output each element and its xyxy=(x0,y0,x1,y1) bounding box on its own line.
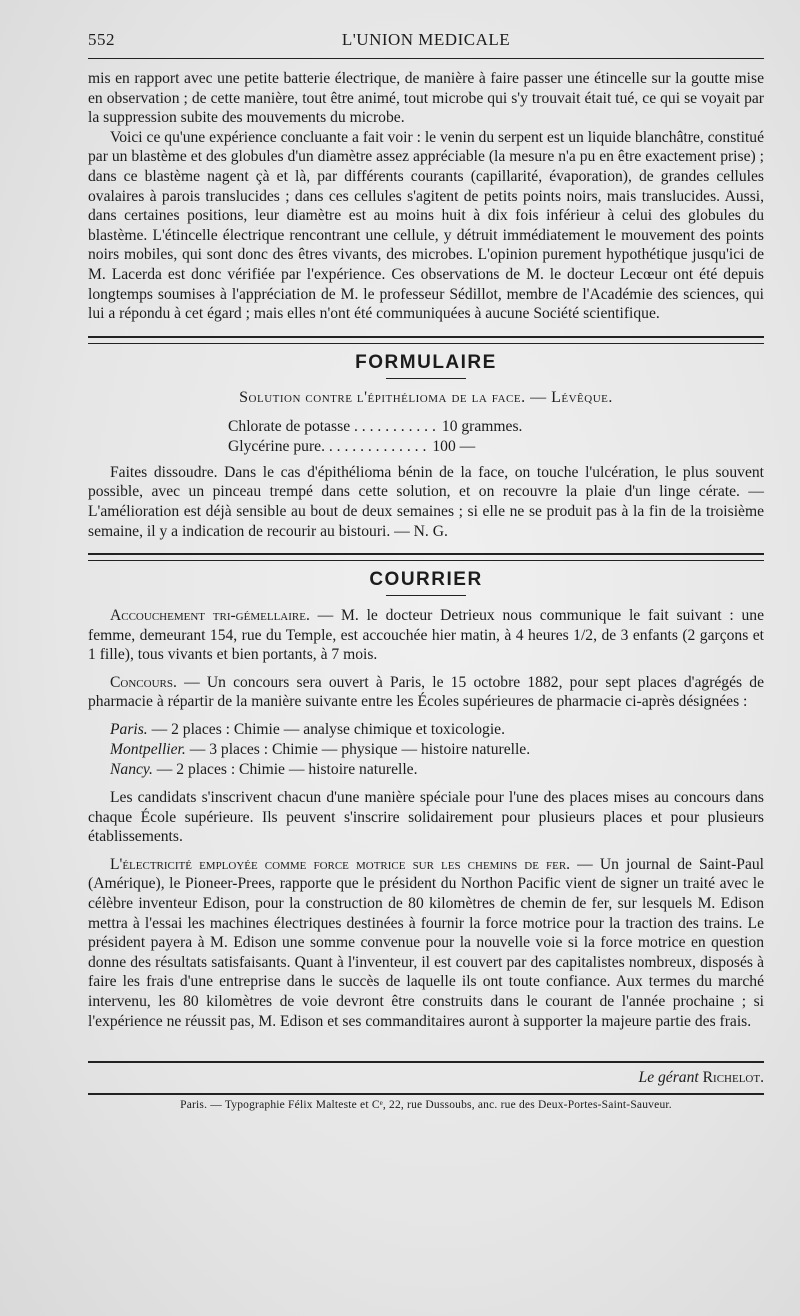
heading-underline xyxy=(386,378,466,379)
place-item xyxy=(110,760,764,780)
formulaire-heading: FORMULAIRE xyxy=(355,351,497,373)
ingredient-name: Glycérine pure. . . . . . . . . . . . . . xyxy=(228,437,427,455)
footer-rule xyxy=(88,1093,764,1095)
formula-list xyxy=(228,417,764,457)
header-rule xyxy=(88,58,764,59)
place-item xyxy=(110,720,764,740)
ingredient-name: Chlorate de potasse . . . . . . . . . . . xyxy=(228,417,436,435)
accouchement-text: — M. le docteur Detrieux nous communique le fait suivant : une femme, demeurant 154, rue du Temple, est accouchée hier matin, à 4 heures 1/2, de 3 enfants (2 garçons et 1 fille), tous vivants et bien portants, à 7 mois. xyxy=(88,607,764,664)
page-number: 552 xyxy=(88,30,115,49)
accouchement-title: Accouchement tri-gémellaire. xyxy=(110,607,310,625)
ingredient-qty: 10 grammes. xyxy=(441,417,523,435)
solution-author: — Lévêque. xyxy=(530,388,613,406)
candidats-paragraph: Les candidats s'inscrivent chacun d'une manière spéciale pour l'une des places mises au concours dans chaque École supérieure. Ils peuvent s'inscrire solidairement pour plusieurs places et pour plusieurs établissements. xyxy=(88,789,764,846)
printer-footer: Paris. — Typographie Félix Malteste et Cᵉ, 22, rue Dussoubs, anc. rue des Deux-Portes-Saint-Sauveur. xyxy=(180,1099,672,1112)
section-divider xyxy=(88,553,764,561)
gerant-line xyxy=(88,1069,764,1087)
electricite-text: — Un journal de Saint-Paul (Amérique), le Pioneer-Prees, rapporte que le président du Northon Pacific vient de signer un traité avec le célèbre inventeur Edison, pour la construction de 80 kilomètres de chemin de fer, sur lesquels M. Edison mettra à l'essai les machines électriques destinées à fournir la force motrice pour la traction des trains. Le président payera à M. Edison une somme convenue pour la nouvelle voie si la force motrice en question donne des résultats satisfaisants. Quant à l'inventeur, il est couvert par des capitalistes nombreux, disposés à faire les frais d'une entreprise dans le succès de laquelle ils ont toute confiance. Aux termes du marché intervenu, les 80 kilomètres de voie devront être construits dans le courant de l'année prochaine ; si l'expérience ne réussit pas, M. Edison et ses commanditaires auront à supporter la majeure partie des frais. xyxy=(88,855,764,1030)
place-detail: — 2 places : Chimie — analyse chimique et toxicologie. xyxy=(151,721,505,739)
page-header xyxy=(88,30,764,50)
place-detail: — 2 places : Chimie — histoire naturelle. xyxy=(156,761,418,779)
place-item xyxy=(110,740,764,760)
place-city: Paris. xyxy=(110,721,148,739)
gerant-name: Richelot. xyxy=(702,1069,764,1087)
formula-row xyxy=(228,417,764,437)
section-divider xyxy=(88,336,764,344)
formula-instructions xyxy=(88,463,764,541)
concours-paragraph xyxy=(88,673,764,712)
solution-name: Solution contre l'épithélioma de la face. xyxy=(239,388,526,406)
formula-row xyxy=(228,437,764,457)
place-city: Montpellier. xyxy=(110,741,186,759)
accouchement-paragraph xyxy=(88,606,764,665)
concours-title: Concours. xyxy=(110,673,177,691)
closing-rule xyxy=(88,1061,764,1063)
heading-underline xyxy=(386,595,466,596)
electricite-title: L'électricité employée comme force motrice sur les chemins de fer. xyxy=(110,855,571,873)
gerant-label: Le gérant xyxy=(638,1069,699,1087)
place-city: Nancy. xyxy=(110,761,153,779)
intro-paragraph-1: mis en rapport avec une petite batterie électrique, de manière à faire passer une étincelle sur la goutte mise en observation ; de cette manière, tout être animé, tout microbe qui s'y trouvait était tué, ce qui se voyait par la suppression subite des mouvements du microbe. xyxy=(88,70,764,127)
instructions-signature: — N. G. xyxy=(394,522,448,540)
instructions-text: Faites dissoudre. Dans le cas d'épithélioma bénin de la face, on touche l'ulcération, le plus souvent possible, avec un pinceau trempé dans cette solution, et on recouvre la plaie d'un linge cérate. — L'amélioration est déjà sensible au bout de deux semaines ; si elle ne se produit pas à la fin de la troisième semaine, il y a indication de recourir au bistouri. xyxy=(88,463,764,540)
intro-paragraph-2: Voici ce qu'une expérience concluante a fait voir : le venin du serpent est un liquide blanchâtre, constitué par un blastème et des globules d'un diamètre assez appréciable (la mesure n'a pu en être exactement prise) ; dans ce blastème nagent çà et là, par différents courants (capillarité, évaporation), de grandes cellules ovalaires à parois translucides ; dans ces cellules s'agitent de petits points noirs, mais translucides. Aussi, dans certaines positions, leur diamètre est au moins huit à dix fois inférieur à celui des globules du blastème. L'étincelle électrique rencontrant une cellule, y détruit immédiatement le mouvement des points noirs mobiles, qui sont donc des êtres vivants, des microbes. L'opinion purement hypothétique jusqu'ici de M. Lacerda est donc vérifiée par l'expérience. Ces observations de M. le docteur Lecœur ont été depuis longtemps soumises à l'appréciation de M. le professeur Sédillot, membre de l'Académie des sciences, qui lui a répondu à cet égard ; mais elles n'ont été communiquées à aucune Société scientifique. xyxy=(88,128,764,323)
courrier-heading: COURRIER xyxy=(369,569,483,591)
solution-title xyxy=(88,389,764,407)
ingredient-qty: 100 — xyxy=(432,437,476,455)
concours-text: — Un concours sera ouvert à Paris, le 15 octobre 1882, pour sept places d'agrégés de pharmacie à répartir de la manière suivante entre les Écoles supérieures de pharmacie ci-après désignées : xyxy=(88,673,764,711)
journal-title: L'UNION MEDICALE xyxy=(341,30,511,49)
electricite-paragraph xyxy=(88,855,764,1031)
place-detail: — 3 places : Chimie — physique — histoire naturelle. xyxy=(189,741,531,759)
